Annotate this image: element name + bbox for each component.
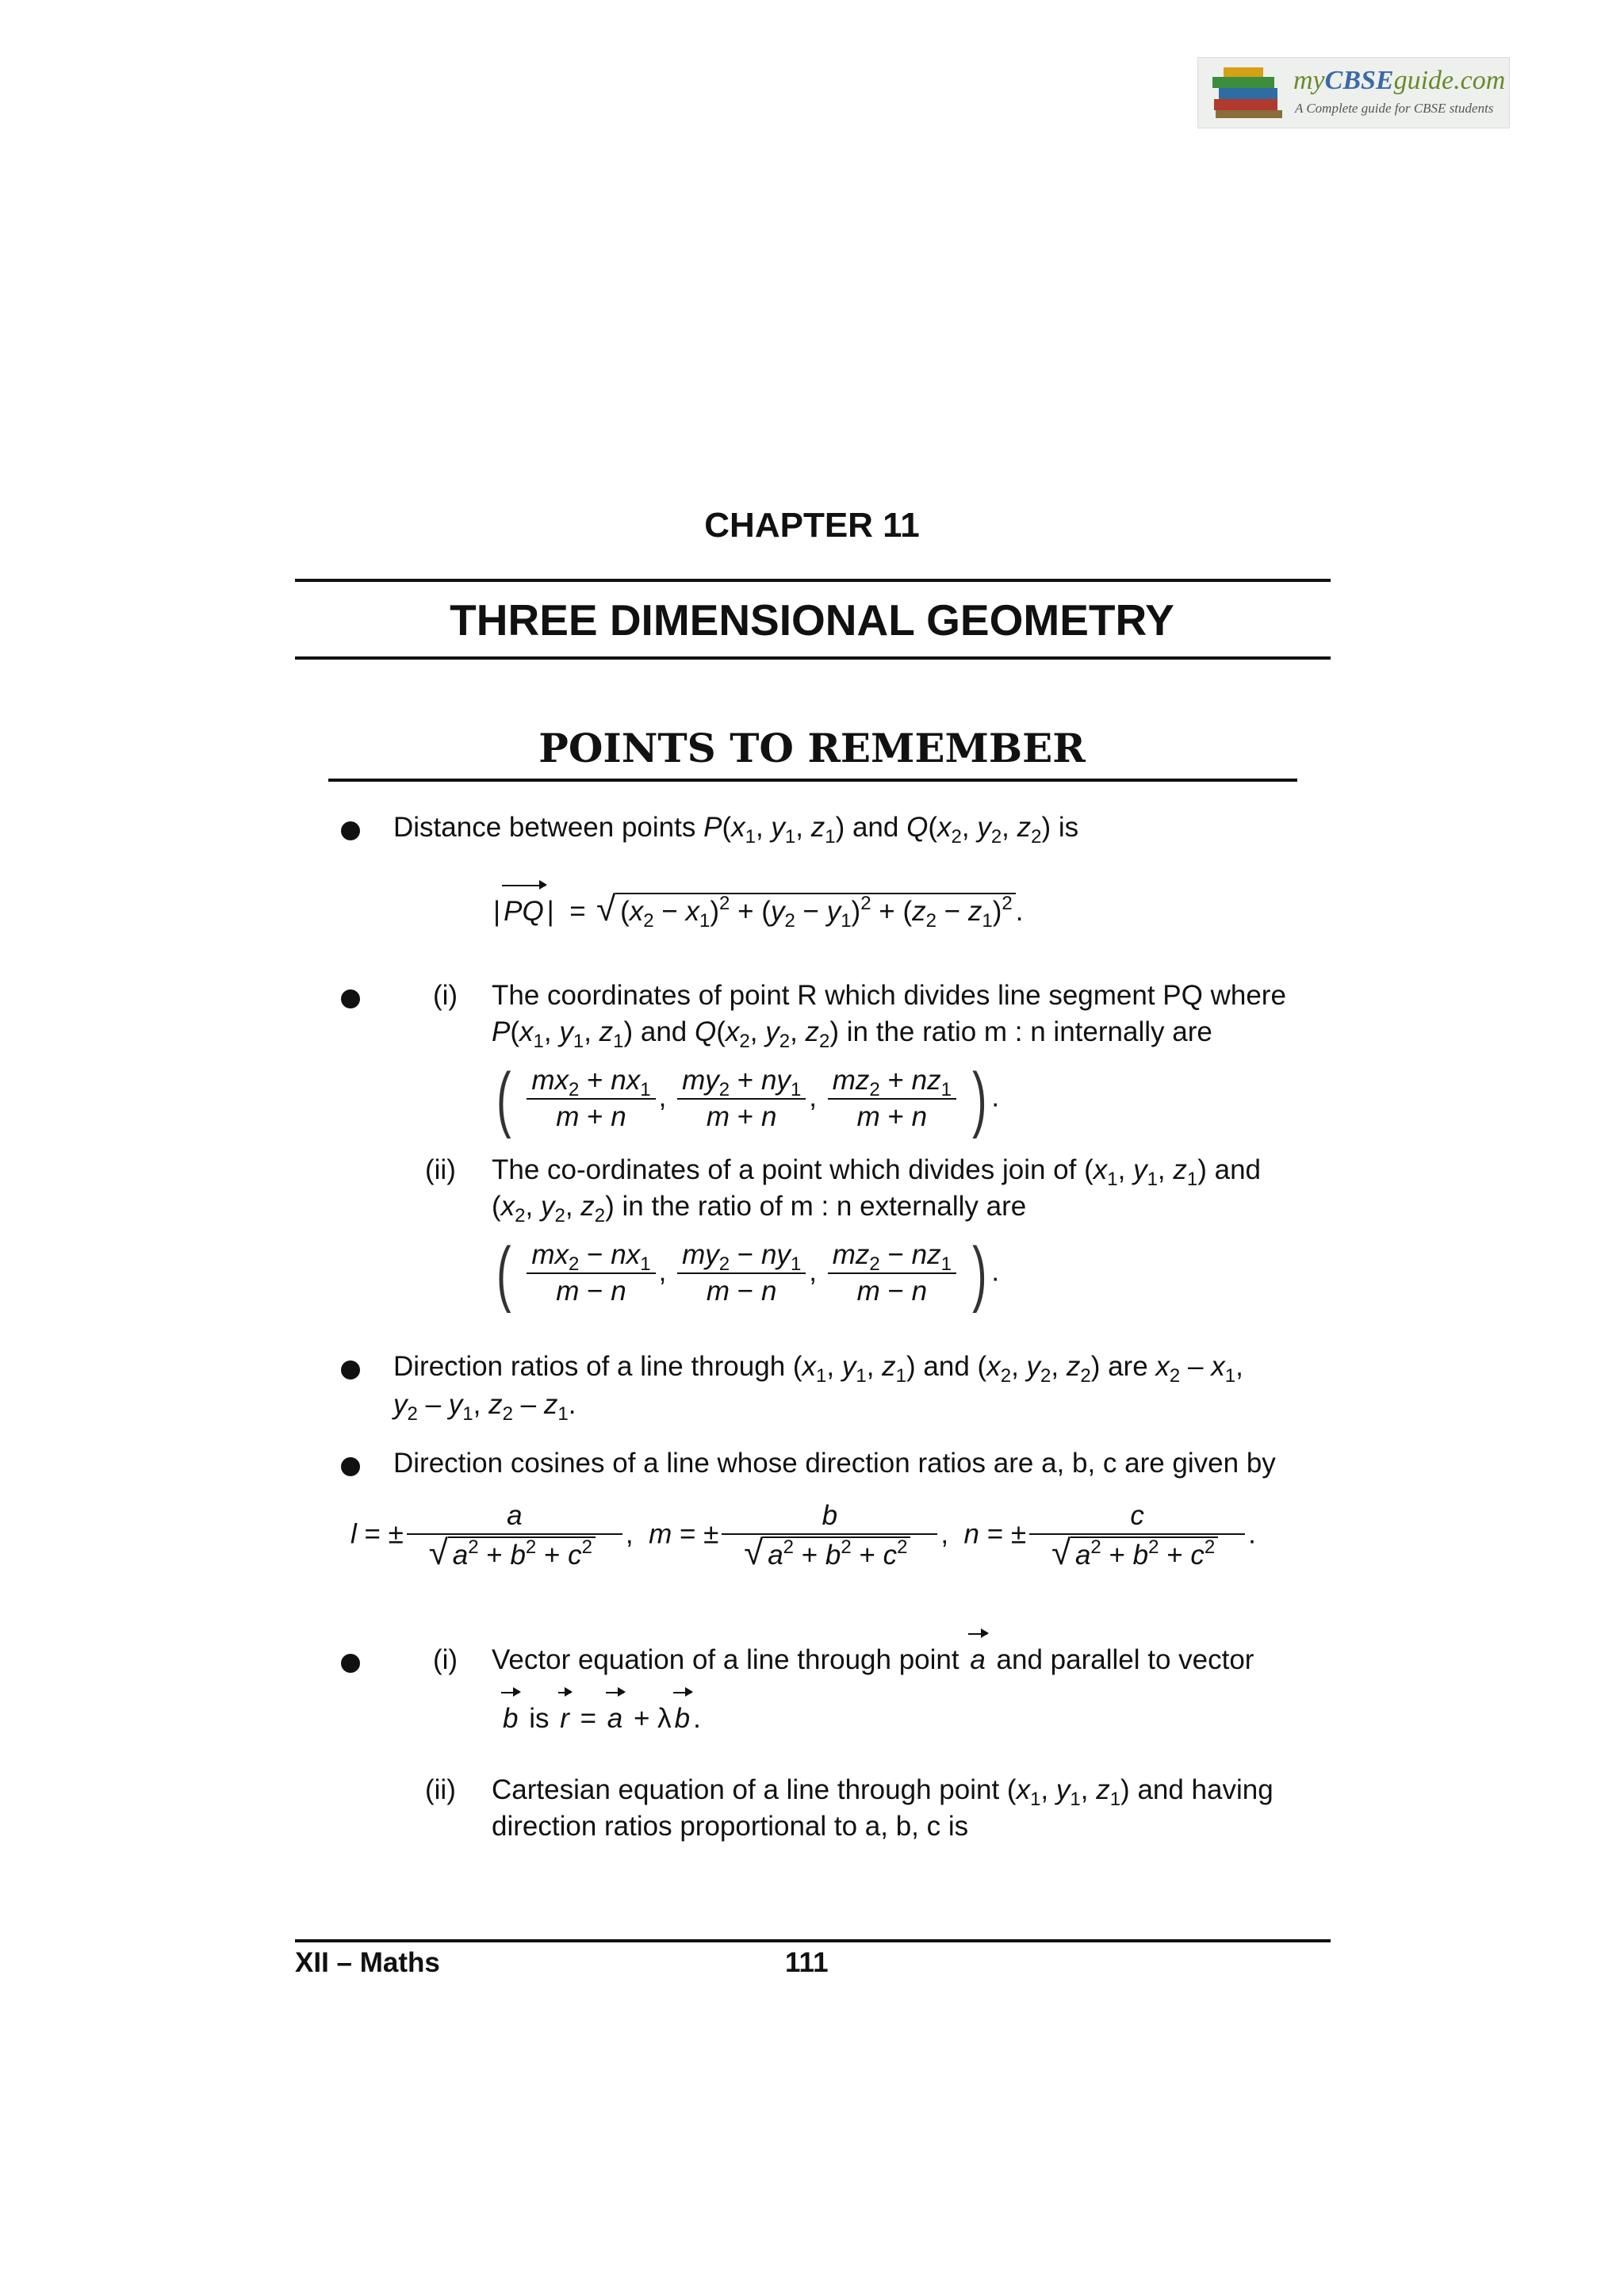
footer-rule [295, 1939, 1331, 1942]
section-ii-label: (ii) [425, 1154, 456, 1185]
bullet [341, 989, 360, 1008]
chapter-label: CHAPTER 11 [704, 506, 920, 545]
external-division-formula: ( $\frac{mx_2 - nx_1}{m - n}$ , $\frac{my_2 - ny_1}{m - n}$ , $\frac{mz_2 - nz_1}{m - n}$ ) . [496, 1233, 1000, 1314]
page-number: 111 [785, 1947, 829, 1978]
direction-ratios-line1: Direction ratios of a line through ($x_1$, $y_1$, $z_1$) and ($x_2$, $y_2$, $z_2$) are $x_2 - x_1$, [393, 1351, 1243, 1387]
distance-formula: | PQ | = √ $(x_2 - x_1)^2 + (y_2 - y_1)^2 + (z_2 - z_1)^2$ . [493, 893, 1023, 928]
section-ii-line1: The co-ordinates of a point which divides join of ($x_1$, $y_1$, $z_1$) and [492, 1154, 1262, 1190]
direction-ratios-line2: $y_2 - y_1$, $z_2 - z_1$. [393, 1389, 576, 1425]
section-i-line1: The coordinates of point R which divides line segment PQ where [492, 980, 1286, 1011]
direction-cosines-line: Direction cosines of a line whose direction ratios are a, b, c are given by [393, 1448, 1276, 1479]
cartesian-ii-line2: direction ratios proportional to a, b, c is [492, 1811, 969, 1842]
logo-wordmark: myCBSEguide.com [1293, 66, 1506, 95]
logo-tagline: A Complete guide for CBSE students [1295, 101, 1494, 116]
bullet [341, 821, 360, 840]
section-ii-line2: ($x_2$, $y_2$, $z_2$) in the ratio of m : n externally are [492, 1191, 1027, 1226]
chapter-title: THREE DIMENSIONAL GEOMETRY [450, 595, 1174, 645]
bullet [341, 1360, 360, 1380]
bullet [341, 1457, 360, 1476]
distance-text: Distance between points $P(x_1$, $y_1$, $z_1$) and $Q(x_2$, $y_2$, $z_2$) is [393, 812, 1079, 848]
title-top-rule [295, 579, 1331, 582]
vector-i-line1: Vector equation of a line through point a and parallel to vector [492, 1644, 1254, 1675]
books-icon [1208, 64, 1287, 121]
site-logo [1197, 57, 1510, 128]
title-bottom-rule [295, 656, 1331, 660]
vector-equation: b is r = a + λ b . [500, 1703, 701, 1735]
section-i-label: (i) [433, 980, 458, 1011]
direction-cosines-formula: l = ± a √ $a^2 + b^2 + c^2$ , m = ± b √ $a^2 + b^2 + c^2$ , n = ± c √ $a^2 + b^2 + c^2$ . [350, 1500, 1256, 1571]
cartesian-ii-label: (ii) [425, 1774, 456, 1805]
footer-subject: XII – Maths [295, 1947, 440, 1978]
cartesian-ii-line1: Cartesian equation of a line through point ($x_1$, $y_1$, $z_1$) and having [492, 1774, 1274, 1810]
section-heading-rule [328, 779, 1297, 782]
vector-i-label: (i) [433, 1644, 458, 1675]
bullet [341, 1654, 360, 1673]
internal-division-formula: ( $\frac{mx_2 + nx_1}{m + n}$ , $\frac{my_2 + ny_1}{m + n}$ , $\frac{mz_2 + nz_1}{m + n}$ ) . [496, 1058, 1000, 1139]
section-i-line2: $P(x_1$, $y_1$, $z_1$) and $Q(x_2$, $y_2$, $z_2$) in the ratio m : n internally are [492, 1016, 1212, 1052]
section-heading: POINTS TO REMEMBER [538, 725, 1086, 771]
